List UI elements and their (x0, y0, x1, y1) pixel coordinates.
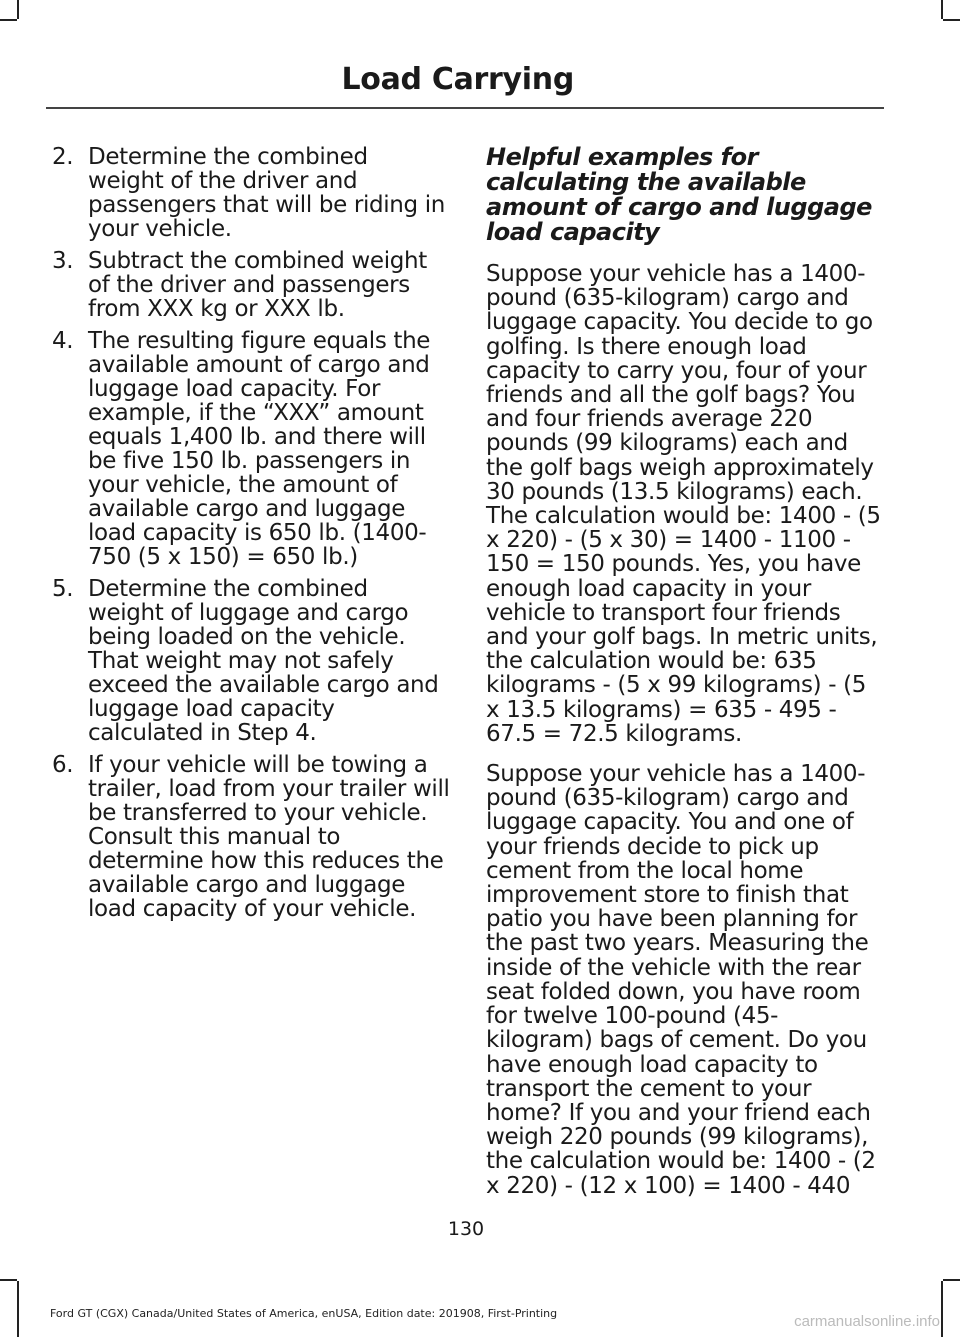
crop-mark (943, 1279, 960, 1281)
step-number: 6. (52, 752, 74, 778)
step-text: Determine the combined weight of the driver and passengers that will be riding in your vehicle. (88, 144, 446, 242)
crop-mark (943, 19, 960, 21)
step-text: Determine the combined weight of luggage and cargo being loaded on the vehicle. That weight may not safely exceed the available cargo and luggage load capacity calculated in Step 4. (88, 576, 439, 746)
list-item (50, 329, 450, 569)
examples-column (486, 145, 882, 1214)
crop-mark (0, 19, 17, 21)
step-text: The resulting figure equals the available amount of cargo and luggage load capacity. For example, if the “XXX” amount equals 1,400 lb. and there will be five 150 lb. passengers in your vehicle, the amount of available cargo and luggage load capacity is 650 lb. (1400-750 (5 x 150) = 650 lb.) (88, 328, 431, 570)
steps-list (50, 145, 450, 921)
step-text: If your vehicle will be towing a trailer, load from your trailer will be transferred to your vehicle. Consult this manual to determine how this reduces the available cargo and luggage load capacity of your vehicle. (88, 752, 450, 922)
crop-mark (17, 0, 19, 19)
crop-mark (17, 1281, 19, 1337)
step-number: 4. (52, 328, 74, 354)
example-paragraph: Suppose your vehicle has a 1400-pound (635-kilogram) cargo and luggage capacity. You and one of your friends decide to pick up cement from the local home improvement store to finish that patio you have been planning for the past two years. Measuring the inside of the vehicle with the rear seat folded down, you have room for twelve 100-pound (45-kilogram) bags of cement. Do you have enough load capacity to transport the cement to your home? If you and your friend each weigh 220 pounds (99 kilograms), the calculation would be: 1400 - (2 x 220) - (12 x 100) = 1400 - 440 (486, 761, 876, 1199)
page-title: Load Carrying (341, 62, 574, 97)
list-item (50, 145, 450, 241)
list-item (50, 577, 450, 745)
list-item (50, 753, 450, 921)
example-paragraph: Suppose your vehicle has a 1400-pound (635-kilogram) cargo and luggage capacity. You decide to go golfing. Is there enough load capacity to carry you, four of your friends and all the golf bags? You and four friends average 220 pounds (99 kilograms) each and the golf bags weigh approximately 30 pounds (13.5 kilograms) each. The calculation would be: 1400 - (5 x 220) - (5 x 30) = 1400 - 1100 - 150 = 150 pounds. Yes, you have enough load capacity in your vehicle to transport four friends and your golf bags. In metric units, the calculation would be: 635 kilograms - (5 x 99 kilograms) - (5 x 13.5 kilograms) = 635 - 495 - 67.5 = 72.5 kilograms. (486, 261, 881, 747)
watermark: carmanualsonline.info (794, 1313, 940, 1330)
list-item (50, 249, 450, 321)
crop-mark (941, 1281, 943, 1337)
step-number: 3. (52, 248, 74, 274)
crop-mark (941, 0, 943, 19)
page-number: 130 (447, 1218, 485, 1240)
steps-column (50, 145, 450, 929)
edition-footer: Ford GT (CGX) Canada/United States of America, enUSA, Edition date: 201908, First-Printing (50, 1307, 558, 1320)
step-number: 5. (52, 576, 74, 602)
step-text: Subtract the combined weight of the driver and passengers from XXX kg or XXX lb. (88, 248, 427, 322)
step-number: 2. (52, 144, 74, 170)
crop-mark (0, 1279, 17, 1281)
section-heading: Helpful examples for calculating the available amount of cargo and luggage load capacity (486, 143, 872, 246)
header-divider (46, 107, 884, 109)
